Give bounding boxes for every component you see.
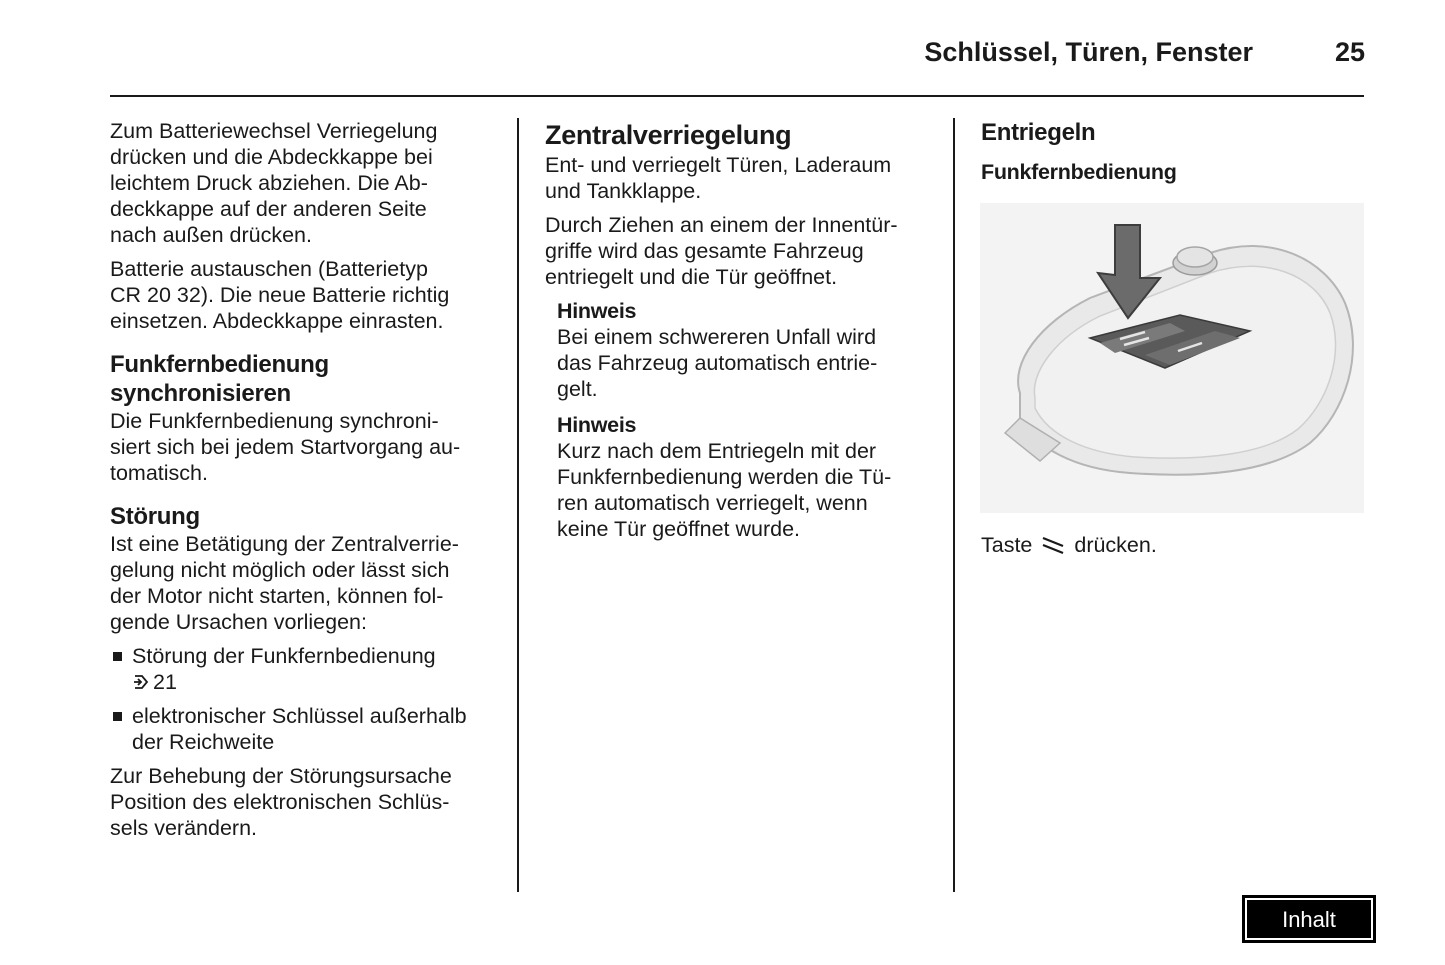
text-line: drücken und die Abdeckkappe bei xyxy=(110,145,433,169)
text-line: nach außen drücken. xyxy=(110,223,312,247)
heading-line: Funkfernbedienung xyxy=(110,351,329,378)
text-line: keine Tür geöffnet wurde. xyxy=(557,517,801,541)
key-fob-drawing xyxy=(980,203,1364,513)
text-line: tomatisch. xyxy=(110,461,208,485)
reference-page-number[interactable]: 21 xyxy=(153,670,177,694)
note-box xyxy=(545,298,940,402)
central-locking-heading: Zentralverriegelung xyxy=(545,120,792,150)
list-item-text: elektronischer Schlüssel außerhalb xyxy=(132,704,467,728)
text-line: entriegelt und die Tür geöffnet. xyxy=(545,265,838,289)
text-line: griffe wird das gesamte Fahrzeug xyxy=(545,239,864,263)
text-line: das Fahrzeug automatisch entrie- xyxy=(557,351,878,375)
text-line: Kurz nach dem Entriegeln mit der xyxy=(557,439,877,463)
text-line: Funkfernbedienung werden die Tü- xyxy=(557,465,892,489)
left-column xyxy=(110,118,505,849)
contents-button[interactable]: Inhalt xyxy=(1242,895,1376,943)
bullet-square-icon xyxy=(113,652,122,661)
sync-paragraph xyxy=(110,408,505,486)
text-line: Bei einem schwereren Unfall wird xyxy=(557,325,877,349)
list-item-text: Störung der Funkfernbedienung xyxy=(132,644,436,668)
text-line: Die Funkfernbedienung synchroni- xyxy=(110,409,439,433)
middle-column xyxy=(545,118,940,542)
text-line: Ist eine Betätigung der Zentralverrie- xyxy=(110,532,459,556)
text-line: gelung nicht möglich oder lässt sich xyxy=(110,558,450,582)
text-line: gelt. xyxy=(557,377,598,401)
list-item xyxy=(110,643,505,695)
right-column xyxy=(981,118,1365,185)
running-header-title: Schlüssel, Türen, Fenster xyxy=(924,37,1253,67)
text-line: leichtem Druck abziehen. Die Ab- xyxy=(110,171,428,195)
text-line: der Motor nicht starten, können fol- xyxy=(110,584,444,608)
fix-paragraph xyxy=(110,763,505,841)
battery-change-paragraph xyxy=(110,118,505,248)
column-divider-right xyxy=(953,118,955,892)
battery-replace-paragraph xyxy=(110,256,505,334)
text-line: einsetzen. Abdeckkappe einrasten. xyxy=(110,309,444,333)
text-line: siert sich bei jedem Startvorgang au- xyxy=(110,435,461,459)
text-line: ren automatisch verriegelt, wenn xyxy=(557,491,868,515)
text-line: Batterie austauschen (Batterietyp xyxy=(110,257,428,281)
text-line: deckkappe auf der anderen Seite xyxy=(110,197,427,221)
text-line: CR 20 32). Die neue Batterie richtig xyxy=(110,283,450,307)
figure-caption xyxy=(981,532,1157,558)
key-fob-illustration xyxy=(980,203,1364,513)
text-line: Zum Batteriewechsel Verriegelung xyxy=(110,119,438,143)
sync-heading xyxy=(110,350,505,408)
unlock-button-icon xyxy=(1040,535,1066,555)
fault-paragraph xyxy=(110,531,505,635)
text-line: Ent- und verriegelt Türen, Laderaum xyxy=(545,153,892,177)
note-label: Hinweis xyxy=(557,299,637,323)
text-line: gende Ursachen vorliegen: xyxy=(110,610,367,634)
remote-control-subheading: Funkfernbedienung xyxy=(981,160,1177,184)
intro-paragraph xyxy=(545,152,940,204)
heading-line: synchronisieren xyxy=(110,380,291,407)
page-number: 25 xyxy=(1334,37,1365,67)
text-line: und Tankklappe. xyxy=(545,179,702,203)
header-rule xyxy=(110,95,1364,97)
caption-text: Taste xyxy=(981,533,1033,557)
text-line: Zur Behebung der Störungsursache xyxy=(110,764,452,788)
text-line: sels verändern. xyxy=(110,816,257,840)
list-item-text: der Reichweite xyxy=(132,730,275,754)
note-box xyxy=(545,412,940,542)
column-divider-left xyxy=(517,118,519,892)
reference-arrow-icon xyxy=(132,673,150,691)
bullet-square-icon xyxy=(113,712,122,721)
note-label: Hinweis xyxy=(557,413,637,437)
text-line: Durch Ziehen an einem der Innentür- xyxy=(545,213,898,237)
list-item xyxy=(110,703,505,755)
fault-heading: Störung xyxy=(110,503,200,530)
page-reference[interactable] xyxy=(132,669,505,695)
text-line: Position des elektronischen Schlüs- xyxy=(110,790,450,814)
pull-handle-paragraph xyxy=(545,212,940,290)
caption-text: drücken. xyxy=(1074,533,1157,557)
unlock-heading: Entriegeln xyxy=(981,119,1096,146)
